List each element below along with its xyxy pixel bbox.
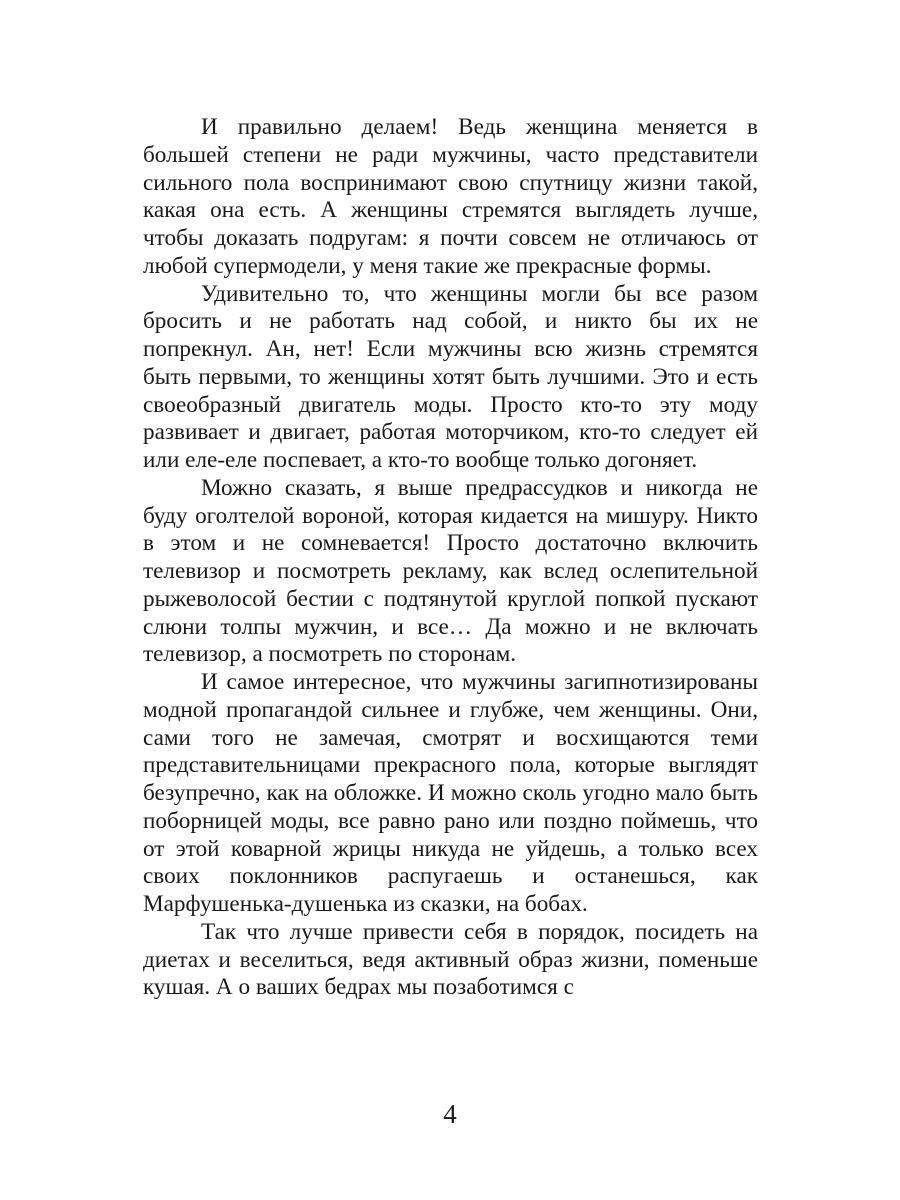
paragraph-2: Удивительно то, что женщины могли бы все разом бросить и не работать над собой, и никто бы их не попрекнул. Ан, нет! Если мужчины всю жизнь стремятся быть первыми, то женщины хотят быть лучшими. Это и есть своеобразный двигатель моды. Просто кто-то эту моду развивает и двигает, работая моторчиком, кто-то следует ей или еле-еле поспевает, а кто-то вообще только догоняет.	[143, 280, 758, 473]
paragraph-4: И самое интересное, что мужчины загипнотизированы модной пропагандой сильнее и глубже, чем женщины. Они, сами того не замечая, смотрят и восхищаются теми представительницами прекрасного пола, которые выглядят безупречно, как на обложке. И можно сколь угодно мало быть поборницей моды, все равно рано или поздно поймешь, что от этой коварной жрицы никуда не уйдешь, а только всех своих поклонников распугаешь и останешься, как Марфушенька-душенька из сказки, на бобах.	[143, 669, 758, 917]
paragraph-5: Так что лучше привести себя в порядок, посидеть на диетах и веселиться, ведя активный образ жизни, поменьше кушая. А о ваших бедрах мы позаботимся с	[143, 918, 758, 1001]
body-text	[143, 114, 758, 1002]
page-number: 4	[443, 1099, 457, 1129]
paragraph-3: Можно сказать, я выше предрассудков и никогда не буду оголтелой вороной, которая кидается на мишуру. Никто в этом и не сомневается! Просто достаточно включить телевизор и посмотреть рекламу, как вслед ослепительной рыжеволосой бестии с подтянутой круглой попкой пускают слюни толпы мужчин, и все… Да можно и не включать телевизор, а посмотреть по сторонам.	[143, 474, 758, 668]
paragraph-1: И правильно делаем! Ведь женщина меняется в большей степени не ради мужчины, часто представители сильного пола воспринимают свою спутницу жизни такой, какая она есть. А женщины стремятся выглядеть лучше, чтобы доказать подругам: я почти совсем не отличаюсь от любой супермодели, у меня такие же прекрасные формы.	[143, 114, 758, 279]
